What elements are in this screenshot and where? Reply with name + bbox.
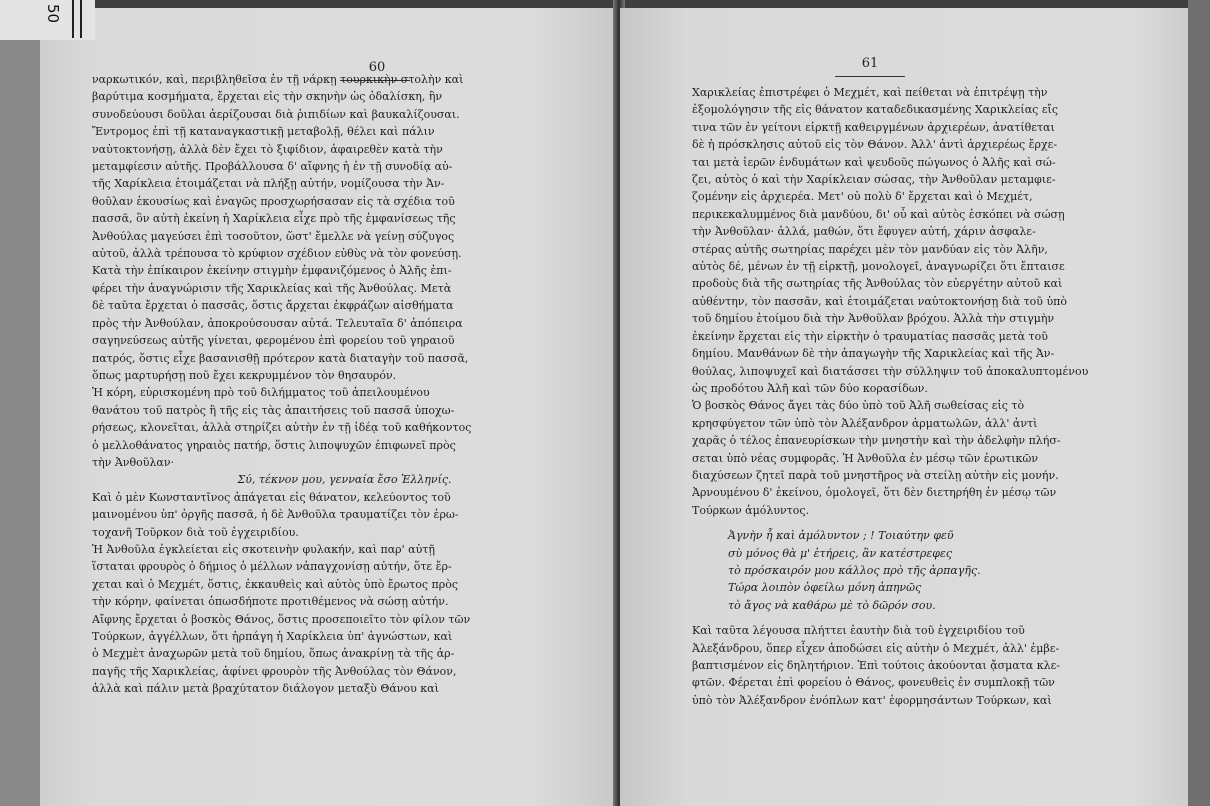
text-line: θούλας, λιποψυχεῖ καὶ διατάσσει τὴν σύλληψιν τοῦ ἀποκαλυπτομένου xyxy=(692,364,1089,378)
text-line: τοχανῆ Τοῦρκον διὰ τοῦ ἐγχειριδίου. xyxy=(92,525,299,539)
text-line: πατρός, ὅστις εἶχε βασανισθῇ πρότερον κατὰ διαταγὴν τοῦ πασσᾶ, xyxy=(92,351,469,365)
right-page-rule xyxy=(835,76,905,77)
text-line: σαγηνεύσεως αὐτῆς γίνεται, φερομένου ἐπὶ φορείου τοῦ γηραιοῦ xyxy=(92,334,455,348)
text-line: Χαρικλείας ἐπιστρέφει ὁ Μεχμέτ, καὶ πείθεται νὰ ἐπιτρέψῃ τὴν xyxy=(692,86,1048,99)
text-line: βαρύτιμα κοσμήματα, ἔρχεται εἰς τὴν σκηνὴν ὡς ὀδαλίσκη, ἣν xyxy=(92,90,443,104)
text-line: αὐθέντην, τὸν πασσᾶν, καὶ ἑτοιμάζεται ναὐτοκτονήσῃ διὰ τοῦ ὑπὸ xyxy=(692,294,1068,308)
text-line: θανάτου τοῦ πατρὸς ἢ τῆς εἰς τὰς ἀπαιτήσεις τοῦ πασσᾶ ὑποχω- xyxy=(92,403,455,417)
text-line: σεται ὑπὸ νέας συμφορᾶς. Ἡ Ἀνθοῦλα ἐν μέσῳ τῶν ἐρωτικῶν xyxy=(692,451,1039,465)
text-line: βαπτισμένον εἰς δηλητήριον. Ἐπὶ τούτοις ἀκούονται ᾄσματα κλε- xyxy=(692,659,1060,672)
poem-line: Ἀγνὴν ἦ καὶ ἀμόλυντον ; ! Τοιαύτην φεῦ xyxy=(728,529,954,543)
text-line: τοῦ δημίου ἑτοίμου διὰ τὴν Ἀνθοῦλαν βρόχου. Ἀλλὰ τὴν στιγμὴν xyxy=(692,312,1055,326)
text-line: τὴν Ἀνθοῦλαν· xyxy=(92,455,175,469)
right-page xyxy=(620,8,1188,806)
text-line: Ἀλεξάνδρου, ὅπερ εἶχεν ἀποδώσει εἰς αὐτὴν ὁ Μεχμέτ, ἀλλ' ἐμβε- xyxy=(692,641,1060,655)
text-line: φτῶν. Φέρεται ἐπὶ φορείου ὁ Θάνος, φονευθεὶς ἐν συμπλοκῇ τῶν xyxy=(692,676,1055,690)
text-line: Ὁ βοσκὸς Θάνος ἄγει τὰς δύο ὑπὸ τοῦ Ἀλῆ σωθείσας εἰς τὸ xyxy=(692,399,1025,413)
text-line: μαινομένου ὑπ' ὀργῆς πασσᾶ, ἡ δὲ Ἀνθοῦλα τραυματίζει τὸν ἐρω- xyxy=(92,508,459,522)
archive-tab xyxy=(0,0,95,40)
tab-line xyxy=(72,0,74,38)
right-page-number: 61 xyxy=(861,56,879,71)
text-line: ναὐτοκτονήσῃ, ἀλλὰ δὲν ἔχει τὸ ξιφίδιον, ἀφαιρεθὲν κατὰ τὴν xyxy=(92,142,443,156)
text-line: δὲ ἡ πρόσκλησις αὐτοῦ εἰς τὸν Θάνον. Ἀλλ' ἀντὶ ἀρχιερέως ἔρχε- xyxy=(692,138,1058,152)
text-line: Καὶ ὁ μὲν Κωνσταντῖνος ἀπάγεται εἰς θάνατον, κελεύοντος τοῦ xyxy=(92,490,451,504)
text-line: συνοδεύουσι δοῦλαι ἀερίζουσαι διὰ ῥιπιδίων καὶ βαυκαλίζουσαι. xyxy=(92,107,460,121)
text-line: μεταμφίεσιν αὐτῆς. Προβάλλουσα δ' αἴφνης ἡ ἐν τῇ συνοδίᾳ αὐ- xyxy=(92,160,453,174)
text-line: ἀλλὰ καὶ πάλιν μετὰ βραχύτατον διάλογον μεταξὺ Θάνου καὶ xyxy=(92,682,439,696)
left-page xyxy=(40,8,618,806)
text-line: αὐτοῦ, ἀλλὰ τρέπουσα τὸ κρύφιον σχέδιον εὐθὺς νὰ τὸν φονεύσῃ. xyxy=(92,247,462,261)
text-line: ζει, αὐτὸς ὁ καὶ τὴν Χαρίκλειαν σώσας, τὴν Ἀνθοῦλαν μεταμφιε- xyxy=(692,173,1056,187)
text-line: ἐκείνην ἔρχεται εἰς τὴν εἱρκτὴν ὁ τραυματίας πασσᾶς μετὰ τοῦ xyxy=(692,329,1048,343)
left-page-number: 60 xyxy=(368,60,386,75)
text-line: ἵσταται φρουρὸς ὁ δήμιος ὁ μέλλων νἀπαγχονίσῃ αὐτήν, ὅτε ἔρ- xyxy=(92,560,452,574)
text-line: δημίου. Μανθάνων δὲ τὴν ἀπαγωγὴν τῆς Χαρικλείας καὶ τῆς Ἀν- xyxy=(692,347,1055,361)
poem-spacer xyxy=(692,519,1162,527)
text-line: τῆς Χαρίκλεια ἑτοιμάζεται νὰ πλήξῃ αὐτήν, νομίζουσα τὴν Ἀν- xyxy=(92,177,445,191)
text-line: χαρᾶς ὁ τέλος ἐπανευρίσκων τὴν μνηστὴν καὶ τὴν ἀδελφὴν πλήσ- xyxy=(692,434,1061,448)
text-line: κρησφύγετον τῶν ὑπὸ τὸν Ἀλέξανδρον ἁρματωλῶν, ἀλλ' ἀντὶ xyxy=(692,416,1038,430)
text-line: τινα τῶν ἐν γείτονι εἱρκτῇ καθειργμένων ἀρχιερέων, ἀνατίθεται xyxy=(692,120,1055,134)
text-line: ρήσεως, κλονεῖται, ἀλλὰ στηρίζει αὐτὴν ἐν τῇ ἰδέᾳ τοῦ καθήκοντος xyxy=(92,421,472,435)
text-line: Τούρκων, ἀγγέλλων, ὅτι ἡρπάγη ἡ Χαρίκλεια ὑπ' ἀγνώστων, καὶ xyxy=(92,630,453,643)
text-line: θοῦλαν ἑκουσίως καὶ ἐναγῶς προσχωρήσασαν εἰς τὰ σχέδια τοῦ xyxy=(92,194,455,208)
text-line: ζομένην εἰς ἀρχιερέα. Μετ' οὐ πολὺ δ' ἔρχεται καὶ ὁ Μεχμέτ, xyxy=(692,190,1033,204)
text-line: Ἔντρομος ἐπὶ τῇ καταναγκαστικῇ μεταβολῇ, θέλει καὶ πάλιν xyxy=(92,125,435,139)
poem-spacer xyxy=(692,614,1162,622)
book-cover-right xyxy=(1188,0,1210,806)
text-line: Τούρκων ἀμόλυντος. xyxy=(692,503,810,517)
text-line: ὅπως μαρτυρήσῃ ποῦ ἔχει κεκρυμμένον τὸν θησαυρόν. xyxy=(92,368,397,382)
tab-line xyxy=(80,0,82,38)
text-line: ἐξομολόγησιν τῆς εἰς θάνατον καταδεδικασμένης Χαρικλείας εἴς xyxy=(692,103,1059,117)
text-line: ὑπὸ τὸν Ἀλέξανδρον ἐνόπλων κατ' ἐφορμησάντων Τούρκων, καὶ xyxy=(692,693,1052,707)
text-line: στέρας αὐτῆς σωτηρίας παρέχει μὲν τὸν μανδύαν εἰς τὸν Ἀλῆν, xyxy=(692,242,1048,256)
archive-tab-label: 50 xyxy=(44,4,62,24)
text-line: χεται καὶ ὁ Μεχμέτ, ὅστις, ἐκκαυθεὶς καὶ αὐτὸς ὑπὸ ἔρωτος πρὸς xyxy=(92,577,459,591)
text-line: Καὶ ταῦτα λέγουσα πλήττει ἑαυτὴν διὰ τοῦ ἐγχειριδίου τοῦ xyxy=(692,624,1025,638)
right-page-text xyxy=(692,84,1162,709)
text-line: Ἀρνουμένου δ' ἐκείνου, ὁμολογεῖ, ὅτι δὲν διετηρήθη ἐν μέσῳ τῶν xyxy=(692,486,1057,500)
poem-line: τὸ ἄγος νὰ καθάρω μὲ τὸ δῶρόν σου. xyxy=(728,598,936,612)
text-line: προδοὺς διὰ τῆς σωτηρίας τῆς Ἀνθούλας τὸν εὐεργέτην αὐτοῦ καὶ xyxy=(692,277,1063,291)
text-line: περικεκαλυμμένος διὰ μανδύου, δι' οὗ καὶ αὐτὸς ἐσκόπει νὰ σώσῃ xyxy=(692,207,1065,221)
text-line: Ἡ κόρη, εὑρισκομένη πρὸ τοῦ διλήμματος τοῦ ἀπειλουμένου xyxy=(92,386,430,400)
text-line: Ἀνθούλας μαγεύσει ἐπὶ τοσοῦτον, ὥστ' ἔμελλε νὰ γείνῃ σύζυγος xyxy=(92,229,455,243)
text-line: τὴν κόρην, φαίνεται ὁπωσδήποτε προτιθέμενος νὰ σώσῃ αὐτήν. xyxy=(92,595,449,609)
text-line: Κατὰ τὴν ἐπίκαιρον ἐκείνην στιγμὴν ἐμφανιζόμενος ὁ Ἀλῆς ἐπι- xyxy=(92,264,452,278)
text-line: Ἡ Ἀνθοῦλα ἐγκλείεται εἰς σκοτεινὴν φυλακήν, καὶ παρ' αὐτῇ xyxy=(92,542,435,556)
text-line: διαχύσεων ζητεῖ παρὰ τοῦ μνηστῆρος νὰ στείλῃ αὐτὴν εἰς μονήν. xyxy=(692,468,1059,482)
centered-verse: Σύ, τέκνον μου, γενναία ἔσο Ἑλληνίς. xyxy=(237,473,452,487)
poem-line: Τώρα λοιπὸν ὀφείλω μόνη ἀπηνῶς xyxy=(728,581,922,595)
text-line: παγῆς τῆς Χαρικλείας, ἀφίνει φρουρὸν τῆς Ἀνθούλας τὸν Θάνον, xyxy=(92,664,457,678)
left-page-text xyxy=(92,71,597,698)
text-line: ται μετὰ ἱερῶν ἐνδυμάτων καὶ ψευδοῦς πώγωνος ὁ Ἀλῆς καὶ σώ- xyxy=(692,155,1056,169)
text-line: ὁ μελλοθάνατος γηραιὸς πατήρ, ὅστις λιποψυχῶν ἐπιφωνεῖ πρὸς xyxy=(92,438,456,452)
text-line: αὐτὸς δέ, μένων ἐν τῇ εἱρκτῇ, μονολογεῖ, ἀναγνωρίζει ὅτι ἔπταισε xyxy=(692,260,1065,274)
text-line: τὴν Ἀνθοῦλαν· ἀλλά, μαθών, ὅτι ἔφυγεν αὐτή, χάριν ἀσφαλε- xyxy=(692,225,1036,239)
text-line: πρὸς τὴν Ἀνθούλαν, ἀποκρούσουσαν αὐτά. Τελευταῖα δ' ἀπόπειρα xyxy=(92,316,463,330)
poem-line: τὸ πρόσκαιρόν μου κάλλος πρὸ τῆς ἁρπαγῆς. xyxy=(728,563,981,577)
text-line: ὁ Μεχμὲτ ἀναχωρῶν μετὰ τοῦ δημίου, ὅπως ἀνακρίνῃ τὰ τῆς ἁρ- xyxy=(92,647,455,661)
text-line: Αἴφνης ἔρχεται ὁ βοσκὸς Θάνος, ὅστις προσεποιεῖτο τὸν φίλον τῶν xyxy=(92,612,471,626)
text-line: ὡς προδότου Ἀλῆ καὶ τῶν δύο κορασίδων. xyxy=(692,381,928,395)
text-line: δὲ ταῦτα ἔρχεται ὁ πασσᾶς, ὅστις ἄρχεται ἐκφράζων αἰσθήματα xyxy=(92,299,454,313)
poem-line: σὺ μόνος θὰ μ' ἐτήρεις, ἂν κατέστρεφες xyxy=(728,546,953,560)
text-line: ναρκωτικόν, καὶ, περιβληθεῖσα ἐν τῇ νάρκῃ τουρκικὴν στολὴν καὶ xyxy=(92,73,464,86)
text-line: πασσᾶ, ὃν αὐτὴ ἐκείνη ἡ Χαρίκλεια εἶχε πρὸ τῆς ἐμφανίσεως τῆς xyxy=(92,212,456,226)
book-cover-left xyxy=(0,38,40,806)
text-line: φέρει τὴν ἀναγνώρισιν τῆς Χαρικλείας καὶ τῆς Ἀνθούλας. Μετὰ xyxy=(92,281,452,295)
